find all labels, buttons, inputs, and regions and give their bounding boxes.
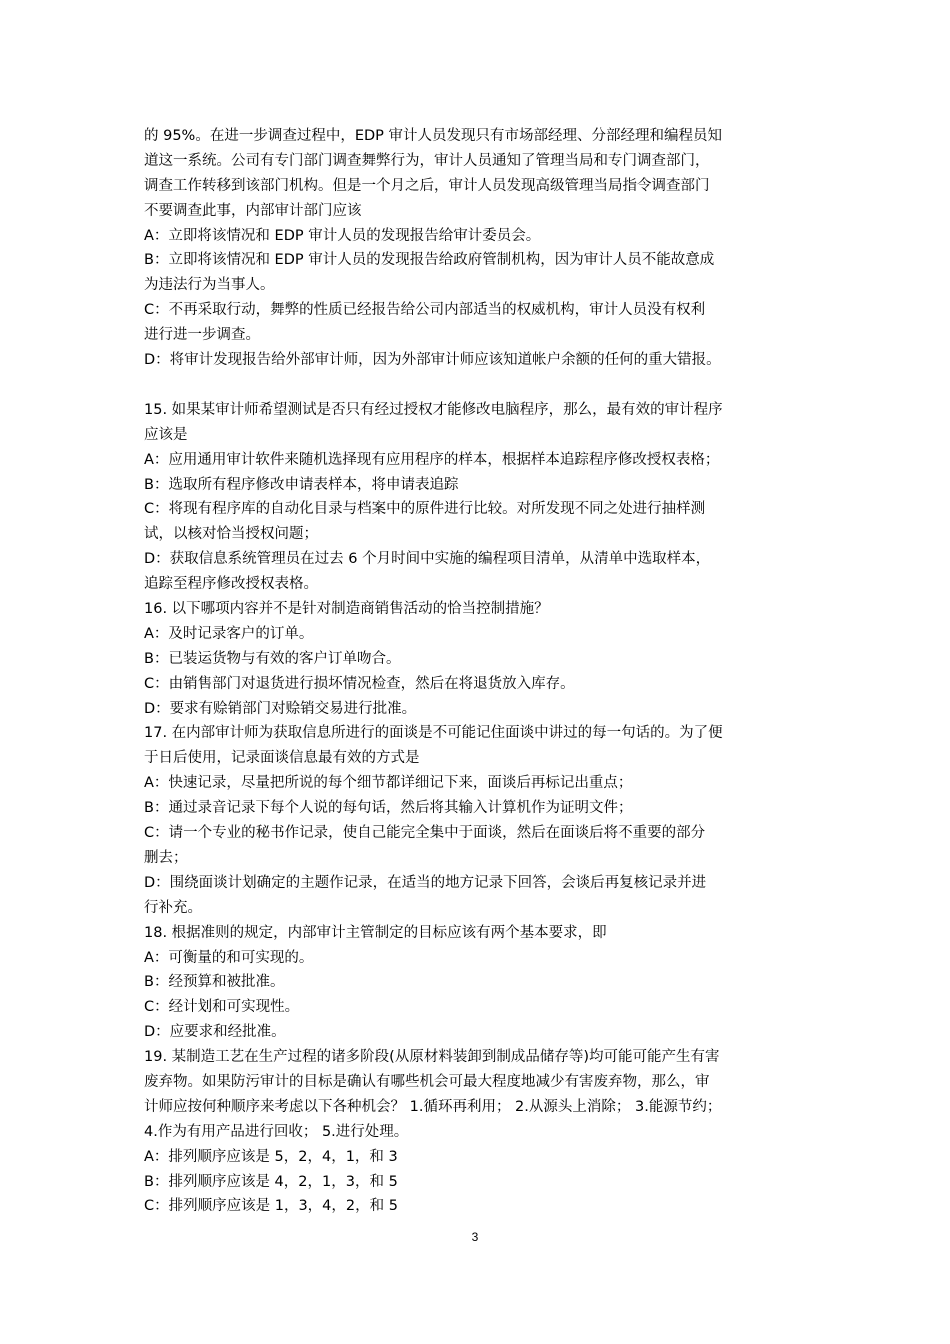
q19-option-c: [144, 1194, 819, 1219]
q14-option-c: [144, 298, 819, 348]
q15-option-b: [144, 473, 819, 498]
text-line: 的 95%。在进一步调查过程中，EDP 审计人员发现只有市场部经理、分部经理和编程员知: [144, 128, 723, 144]
q16-option-b: [144, 647, 819, 672]
text-line: B：经预算和被批准。: [144, 974, 285, 991]
text-line: 追踪至程序修改授权表格。: [144, 576, 318, 593]
q17-option-a: [144, 771, 819, 796]
q14-option-b: [144, 248, 819, 298]
q18-option-c: [144, 995, 819, 1020]
text-line: 删去；: [144, 849, 188, 866]
q17-option-d: [144, 871, 819, 921]
text-line: A：可衡量的和可实现的。: [144, 949, 314, 966]
text-line: C：经计划和可实现性。: [144, 999, 300, 1016]
q18-stem: [144, 921, 819, 946]
q19-option-a: [144, 1145, 819, 1170]
text-line: 行补充。: [144, 899, 202, 916]
text-line: 于日后使用，记录面谈信息最有效的方式是: [144, 750, 420, 767]
text-line: [144, 373, 819, 398]
text-line: D：要求有赊销部门对赊销交易进行批准。: [144, 700, 417, 717]
page-number: 3: [471, 1230, 479, 1244]
q19-stem: [144, 1045, 819, 1145]
q17-option-c: [144, 821, 819, 871]
text-line: D：获取信息系统管理员在过去 6 个月时间中实施的编程项目清单，从清单中选取样本，: [144, 551, 711, 568]
q16-option-d: [144, 697, 819, 722]
text-line: C：由销售部门对退货进行损坏情况检查，然后在将退货放入库存。: [144, 675, 575, 692]
q18-option-b: [144, 970, 819, 995]
text-line: D：应要求和经批准。: [144, 1024, 286, 1041]
text-line: B：通过录音记录下每个人说的每句话，然后将其输入计算机作为证明文件；: [144, 800, 633, 817]
text-line: A：快速记录，尽量把所说的每个细节都详细记下来，面谈后再标记出重点；: [144, 775, 633, 792]
text-line: 应该是: [144, 426, 188, 443]
q19-option-b: [144, 1170, 819, 1195]
q14-option-a: [144, 224, 819, 249]
text-line: A：及时记录客户的订单。: [144, 625, 314, 642]
text-line: 17. 在内部审计师为获取信息所进行的面谈是不可能记住面谈中讲过的每一句话的。为了便: [144, 725, 723, 742]
q17-stem: [144, 721, 819, 771]
q15-stem: [144, 398, 819, 448]
text-line: 进行进一步调查。: [144, 327, 260, 344]
text-line: 道这一系统。公司有专门部门调查舞弊行为，审计人员通知了管理当局和专门调查部门，: [144, 152, 710, 169]
text-line: B：已装运货物与有效的客户订单吻合。: [144, 650, 401, 667]
page-body: [144, 124, 819, 1219]
text-line: B：排列顺序应该是 4，2，1，3，和 5: [144, 1173, 398, 1190]
q16-option-c: [144, 672, 819, 697]
text-line: 16. 以下哪项内容并不是针对制造商销售活动的恰当控制措施？: [144, 601, 549, 618]
text-line: 4.作为有用产品进行回收； 5.进行处理。: [144, 1123, 409, 1140]
text-line: C：不再采取行动，舞弊的性质已经报告给公司内部适当的权威机构，审计人员没有权利: [144, 302, 706, 319]
text-line: B：立即将该情况和 EDP 审计人员的发现报告给政府管制机构，因为审计人员不能故意成: [144, 252, 715, 269]
text-line: 废弃物。如果防污审计的目标是确认有哪些机会可最大程度地减少有害废弃物，那么，审: [144, 1073, 710, 1090]
q16-option-a: [144, 622, 819, 647]
q15-option-a: [144, 448, 819, 473]
text-line: D：围绕面谈计划确定的主题作记录，在适当的地方记录下回答，会谈后再复核记录并进: [144, 874, 707, 891]
text-line: C：请一个专业的秘书作记录，使自己能完全集中于面谈，然后在面谈后将不重要的部分: [144, 825, 706, 842]
text-line: 为违法行为当事人。: [144, 277, 275, 294]
text-line: 不要调查此事，内部审计部门应该: [144, 202, 362, 219]
blank-line: [144, 373, 819, 398]
text-line: C：将现有程序库的自动化目录与档案中的原件进行比较。对所发现不同之处进行抽样测: [144, 501, 706, 518]
text-line: 试，以核对恰当授权问题；: [144, 526, 318, 543]
q15-option-c: [144, 497, 819, 547]
text-line: A：应用通用审计软件来随机选择现有应用程序的样本，根据样本追踪程序修改授权表格；: [144, 451, 720, 468]
text-line: B：选取所有程序修改申请表样本，将申请表追踪: [144, 476, 459, 493]
text-line: 18. 根据准则的规定，内部审计主管制定的目标应该有两个基本要求，即: [144, 924, 607, 941]
q14-option-d: [144, 348, 819, 373]
text-line: C：排列顺序应该是 1，3，4，2，和 5: [144, 1198, 398, 1215]
q17-option-b: [144, 796, 819, 821]
text-line: A：立即将该情况和 EDP 审计人员的发现报告给审计委员会。: [144, 227, 541, 244]
q16-stem: [144, 597, 819, 622]
text-line: 计师应按何种顺序来考虑以下各种机会？ 1.循环再利用； 2.从源头上消除； 3.能源节约；: [144, 1098, 722, 1115]
q14-stem: [144, 124, 819, 224]
text-line: 15. 如果某审计师希望测试是否只有经过授权才能修改电脑程序，那么，最有效的审计程序: [144, 401, 723, 418]
text-line: 19. 某制造工艺在生产过程的诸多阶段(从原材料装卸到制成品储存等)均可能可能产生有害: [144, 1049, 720, 1066]
q18-option-d: [144, 1020, 819, 1045]
q15-option-d: [144, 547, 819, 597]
text-line: D：将审计发现报告给外部审计师，因为外部审计师应该知道帐户余额的任何的重大错报。: [144, 352, 721, 369]
text-line: 调查工作转移到该部门机构。但是一个月之后，审计人员发现高级管理当局指令调查部门: [144, 177, 710, 194]
q18-option-a: [144, 946, 819, 971]
text-line: A：排列顺序应该是 5，2，4，1，和 3: [144, 1148, 398, 1165]
